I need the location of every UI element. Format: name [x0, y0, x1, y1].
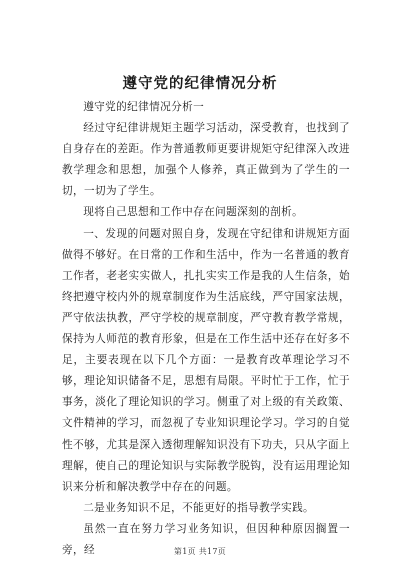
- paragraph-business-knowledge: 二是业务知识不足，不能更好的指导教学实践。: [83, 501, 315, 514]
- paragraph-transition: 现将自己思想和工作中存在问题深刻的剖析。: [83, 206, 304, 219]
- paragraph-continued: 虽然一直在努力学习业务知识，但因种种原因搁置一旁，经: [62, 522, 350, 556]
- paragraph-problems: 一、发现的问题对照自身，发现在守纪律和讲规矩方面做得不够好。在日常的工作和生活中，作为一名普通的教育工作者，老老实实做人，扎扎实实工作是我的人生信条，始终把遵守校内外的规章制度作为生活底线，严守国家法规，严守依法执教，严守学校的规章制度，严守教育教学常规，保持为人师范的教育形象，但是在工作生活中还存在好多不足，主要表现在以下几个方面：一是教育改革理论学习不够，理论知识储备不足，思想有局限。平时忙于工作，忙于事务，淡化了理论知识的学习。侧重了对上级的有关政策、文件精神的学习，而忽视了专业知识理论学习。学习的自觉性不够，尤其是深入透彻理解知识没有下功夫，只从字面上理解，使自己的理论知识与实际教学脱钩，没有运用理论知识来分析和解决教学中存在的问题。: [62, 227, 350, 493]
- page-number-footer: 第1页 共17页: [173, 547, 227, 556]
- paragraph-subtitle: 遵守党的纪律情况分析一: [83, 101, 205, 113]
- paragraph-intro: 经过守纪律讲规矩主题学习活动，深受教育，也找到了自身存在的差距。作为普通教师更要讲规矩守纪律深入改进教学理念和思想，加强个人修养，真正做到为了学生的一切，一切为了学生。: [62, 122, 350, 198]
- document-body: [62, 97, 350, 561]
- document-title: 遵守党的纪律情况分析: [122, 75, 278, 92]
